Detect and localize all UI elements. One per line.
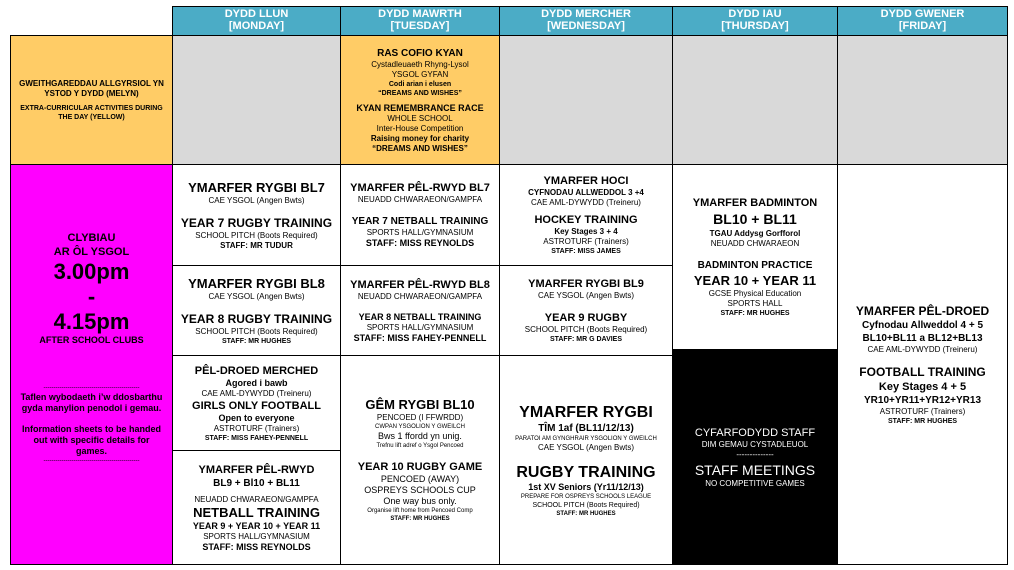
activity-title-english: RUGBY TRAINING: [516, 463, 656, 481]
time-dash: -: [87, 284, 96, 309]
clubs-english: AFTER SCHOOL CLUBS: [39, 335, 144, 345]
activity-venue-english: ASTROTURF (Trainers): [213, 423, 300, 433]
info-welsh: Taflen wybodaeth i’w ddosbarthu gyda manylion penodol i gemau.: [20, 392, 163, 413]
wednesday-year9-rugby: [499, 265, 673, 356]
info-english: Information sheets to be handed out with specific details for games.: [21, 424, 161, 456]
event-line: Raising money for charity: [370, 133, 470, 143]
activity-venue: CAE AML-DYWYDD (Treineru): [867, 344, 978, 354]
activity-sub-english: Key Stages 3 + 4: [554, 227, 618, 236]
activity-title: YMARFER RYGBI BL9: [528, 278, 644, 290]
tuesday-year10-rugby-game: [340, 355, 500, 565]
activity-years-english: YEAR 10 + YEAR 11: [693, 273, 817, 288]
header-wednesday: [499, 6, 673, 36]
header-welsh: DYDD MERCHER: [541, 8, 631, 20]
header-english: [WEDNESDAY]: [547, 20, 625, 32]
activity-sub: TÎM 1af (BL11/12/13): [538, 422, 634, 434]
activity-years: BL9 + Bl10 + BL11: [213, 477, 300, 489]
activity-title: YMARFER PÊL-DROED: [855, 303, 990, 318]
activity-title: YMARFER PÊL-RWYD BL7: [350, 182, 490, 194]
activity-sub: Cyfnodau Allweddol 4 + 5: [861, 319, 984, 331]
time-start: 3.00pm: [53, 259, 130, 284]
activity-title: YMARFER PÊL-RWYD BL8: [350, 278, 490, 291]
header-welsh: DYDD IAU: [728, 8, 782, 20]
activity-staff: STAFF: MR HUGHES: [556, 510, 616, 517]
activity-title-english: NETBALL TRAINING: [193, 504, 320, 520]
header-english: [MONDAY]: [228, 20, 285, 32]
tuesday-remembrance-race: [340, 35, 500, 165]
activity-title: YMARFER HOCI: [543, 175, 629, 187]
activity-staff: STAFF: MR TUDUR: [220, 240, 293, 250]
activity-sub: CYFNODAU ALLWEDDOL 3 +4: [528, 188, 644, 197]
thursday-staff-meetings: [672, 349, 838, 565]
label-welsh: GWEITHGAREDDAU ALLGYRSIOL YN YSTOD Y DYDD (MELYN): [19, 78, 164, 98]
activity-venue: CAE YSGOL (Angen Bwts): [208, 291, 305, 301]
activity-staff: STAFF: MISS REYNOLDS: [365, 238, 475, 248]
thursday-day-empty: [672, 35, 838, 165]
activity-staff: STAFF: MISS FAHEY-PENNELL: [204, 434, 309, 442]
activity-venue: CAE YSGOL (Angen Bwts): [537, 442, 635, 452]
activity-venue: PENCOED (I FFWRDD): [376, 413, 464, 422]
activity-sub-english: Key Stages 4 + 5: [878, 380, 967, 393]
activity-prep-english: PREPARE FOR OSPREYS SCHOOLS LEAGUE: [520, 493, 652, 500]
header-thursday: [672, 6, 838, 36]
event-line: Codi arian i elusen: [388, 80, 452, 88]
divider: --------------: [736, 449, 774, 459]
header-english: [THURSDAY]: [721, 20, 789, 32]
meeting-sub: DIM GEMAU CYSTADLEUOL: [701, 439, 809, 449]
label-english: EXTRA-CURRICULAR ACTIVITIES DURING THE DAY (YELLOW): [20, 104, 163, 121]
activity-title: YMARFER RYGBI: [519, 403, 653, 421]
meeting-title: CYFARFODYDD STAFF: [694, 426, 816, 439]
wednesday-hockey: [499, 164, 673, 266]
activity-venue-english: SPORTS HALL/GYMNASIUM: [366, 322, 474, 332]
activity-bus: Bws 1 ffordd yn unig.: [378, 431, 462, 441]
monday-girls-football: [172, 355, 341, 451]
header-english: [FRIDAY]: [898, 20, 947, 32]
activity-venue-english: SCHOOL PITCH (Boots Required): [195, 230, 318, 240]
thursday-badminton: [672, 164, 838, 350]
activity-staff: STAFF: MISS FAHEY-PENNELL: [353, 332, 487, 343]
activity-sub-english: 1st XV Seniors (Yr11/12/13): [528, 481, 644, 492]
activity-venue: CAE YSGOL (Angen Bwts): [208, 195, 305, 205]
header-friday: [837, 6, 1008, 36]
activity-title-english: HOCKEY TRAINING: [534, 214, 638, 226]
activity-cup-english: OSPREYS SCHOOLS CUP: [364, 485, 476, 495]
activity-prep: PARATOI AM GYNGHRAIR YSGOLION Y GWEILCH: [515, 435, 657, 442]
activity-years-english: YEAR 9 + YEAR 10 + YEAR 11: [192, 520, 321, 531]
activity-venue: NEUADD CHWARAEON/GAMPFA: [357, 195, 483, 204]
activity-title-english: YEAR 7 RUGBY TRAINING: [180, 215, 333, 230]
friday-day-empty: [837, 35, 1008, 165]
extra-curricular-label: [10, 35, 173, 165]
activity-sub: Agored i bawb: [225, 377, 288, 388]
monday-year7-rugby: [172, 164, 341, 266]
activity-title-english: YEAR 7 NETBALL TRAINING: [351, 216, 489, 227]
header-monday: [172, 6, 341, 36]
meeting-title-english: STAFF MEETINGS: [694, 461, 816, 478]
header-tuesday: [340, 6, 500, 36]
activity-sub-english: GCSE Physical Education: [708, 289, 802, 298]
activity-bus-english: One way bus only.: [383, 496, 457, 506]
activity-title: GÊM RYGBI BL10: [365, 397, 475, 412]
activity-title: YMARFER PÊL-RWYD: [198, 463, 315, 476]
meeting-sub-english: NO COMPETITIVE GAMES: [705, 478, 805, 488]
clubs-welsh: AR ÔL YSGOL: [53, 246, 130, 258]
activity-years-english: YR10+YR11+YR12+YR13: [863, 394, 982, 406]
activity-lift: Trefnu lift adref o Ysgol Pencoed: [376, 443, 464, 449]
activity-venue-english: SPORTS HALL/GYMNASIUM: [203, 531, 310, 541]
wednesday-day-empty: [499, 35, 673, 165]
monday-netball: [172, 450, 341, 565]
activity-title-english: GIRLS ONLY FOOTBALL: [192, 399, 321, 412]
event-line: WHOLE SCHOOL: [387, 113, 453, 123]
activity-staff: STAFF: MR HUGHES: [887, 417, 958, 425]
event-title: RAS COFIO KYAN: [377, 47, 463, 59]
activity-venue-english: SPORTS HALL/GYMNASIUM: [366, 228, 474, 237]
activity-venue-english: SCHOOL PITCH (Boots Required): [195, 326, 318, 336]
activity-venue: CAE AML-DYWYDD (Treineru): [201, 388, 312, 398]
activity-title-english: YEAR 10 RUGBY GAME: [357, 461, 483, 473]
header-welsh: DYDD MAWRTH: [378, 8, 462, 20]
activity-venue-english: PENCOED (AWAY): [380, 474, 460, 484]
activity-venue-english: ASTROTURF (Trainers): [543, 237, 629, 246]
header-english: [TUESDAY]: [390, 20, 450, 32]
after-school-clubs-label: [10, 164, 173, 565]
activity-staff: STAFF: MR HUGHES: [720, 310, 790, 317]
activity-title-english: YEAR 9 RUGBY: [544, 312, 628, 324]
activity-venue: NEUADD CHWARAEON/GAMPFA: [194, 494, 319, 504]
activity-venue-english: SCHOOL PITCH (Boots Required): [532, 501, 640, 509]
divider: ------------------------------------------------: [43, 458, 140, 464]
activity-title: YMARFER BADMINTON: [692, 197, 818, 209]
activity-sub: TGAU Addysg Gorfforol: [709, 229, 801, 238]
divider: ------------------------------------------------: [43, 385, 140, 391]
activity-sub-english: Open to everyone: [218, 412, 295, 423]
activity-title-english: FOOTBALL TRAINING: [859, 364, 986, 379]
activity-venue-english: ASTROTURF (Trainers): [879, 406, 966, 416]
activity-venue: CAE AML-DYWYDD (Treineru): [531, 198, 641, 207]
event-line: “DREAMS AND WISHES”: [378, 89, 462, 97]
activity-staff: STAFF: MR HUGHES: [221, 337, 292, 345]
clubs-welsh: CLYBIAU: [67, 232, 116, 244]
activity-venue: NEUADD CHWARAEON: [710, 239, 800, 248]
activity-venue: NEUADD CHWARAEON/GAMPFA: [357, 291, 483, 301]
activity-title-english: YEAR 8 RUGBY TRAINING: [180, 311, 333, 326]
event-title-english: KYAN REMEMBRANCE RACE: [356, 102, 484, 113]
activity-staff: STAFF: MISS JAMES: [551, 248, 621, 255]
wednesday-senior-rugby: [499, 355, 673, 565]
event-line: Cystadleuaeth Rhyng-Lysol: [371, 59, 469, 69]
activity-years: BL10+BL11 a BL12+BL13: [862, 332, 983, 344]
activity-title: YMARFER RYGBI BL8: [188, 275, 325, 291]
activity-venue: CAE YSGOL (Angen Bwts): [537, 291, 635, 300]
tuesday-year7-netball: [340, 164, 500, 266]
header-welsh: DYDD GWENER: [880, 8, 965, 20]
activity-staff: STAFF: MR G DAVIES: [549, 336, 623, 343]
activity-staff: STAFF: MR HUGHES: [390, 516, 450, 522]
activity-years: BL10 + BL11: [713, 211, 797, 227]
activity-cup: CWPAN YSGOLION Y GWEILCH: [375, 424, 465, 430]
monday-year8-rugby: [172, 265, 341, 356]
friday-football: [837, 164, 1008, 565]
activity-title: YMARFER RYGBI BL7: [188, 179, 325, 195]
tuesday-year8-netball: [340, 265, 500, 356]
event-line: Inter-House Competition: [376, 123, 464, 133]
activity-title-english: BADMINTON PRACTICE: [697, 260, 813, 271]
activity-lift-english: Organise lift home from Pencoed Comp: [367, 508, 473, 514]
activity-staff: STAFF: MISS REYNOLDS: [202, 541, 311, 552]
event-line: “DREAMS AND WISHES”: [372, 143, 468, 153]
header-welsh: DYDD LLUN: [224, 8, 289, 20]
monday-day-empty: [172, 35, 341, 165]
activity-title-english: YEAR 8 NETBALL TRAINING: [358, 311, 482, 322]
activity-title: PÊL-DROED MERCHED: [194, 364, 319, 377]
activity-venue-english: SPORTS HALL: [727, 299, 783, 308]
time-end: 4.15pm: [53, 309, 130, 334]
event-line: YSGOL GYFAN: [391, 69, 449, 79]
activity-venue-english: SCHOOL PITCH (Boots Required): [524, 325, 648, 334]
